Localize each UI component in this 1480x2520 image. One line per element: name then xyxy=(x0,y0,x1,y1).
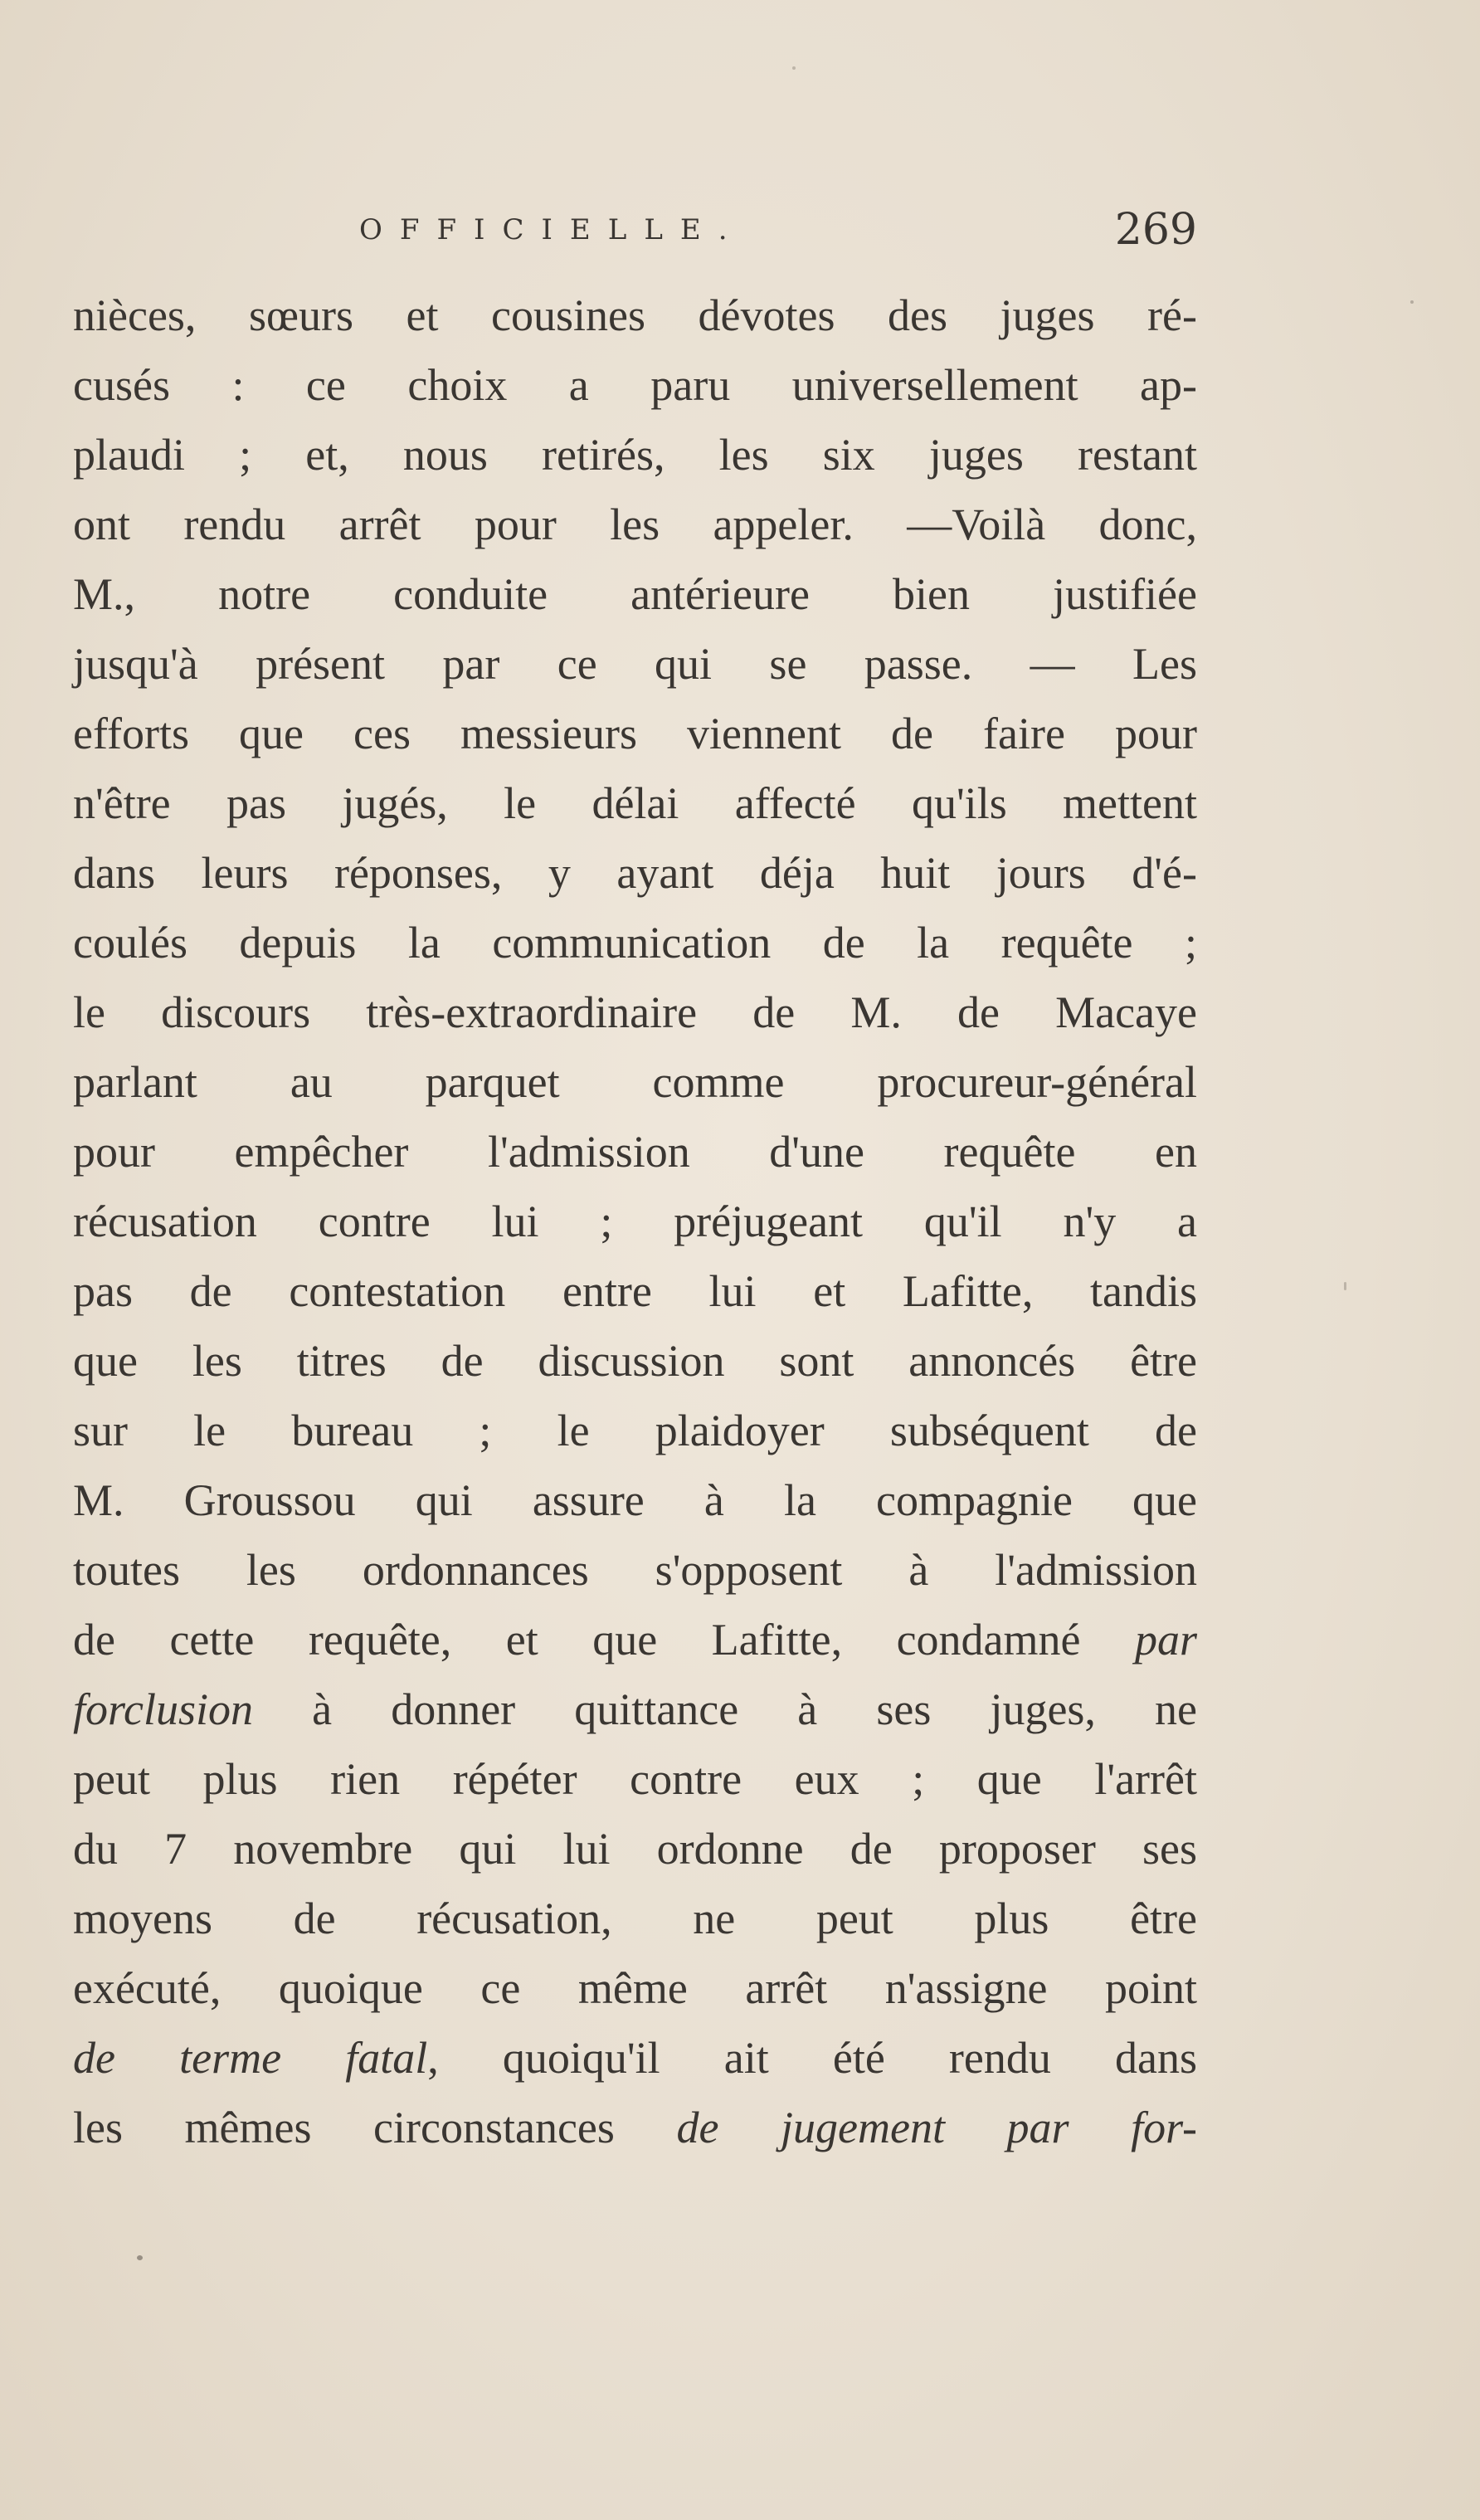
text-line: M. Groussou qui assure à la compagnie que xyxy=(73,1475,1197,1525)
text-line: le discours très-extraordinaire de M. de Macaye xyxy=(73,987,1197,1037)
text-line: de terme fatal, quoiqu'il ait été rendu dans xyxy=(73,2033,1197,2083)
text-line: dans leurs réponses, y ayant déja huit jours d'é- xyxy=(73,848,1197,898)
text-line: plaudi ; et, nous retirés, les six juges restant xyxy=(73,430,1197,480)
page-header xyxy=(73,201,1197,259)
text-line: les mêmes circonstances de jugement par for- xyxy=(73,2103,1197,2152)
text-line: nièces, sœurs et cousines dévotes des juges ré- xyxy=(73,290,1197,340)
paper-spot xyxy=(1410,300,1414,304)
text-line: peut plus rien répéter contre eux ; que l'arrêt xyxy=(73,1754,1197,1804)
body-text xyxy=(73,280,1197,2162)
text-line: récusation contre lui ; préjugeant qu'il n'y a xyxy=(73,1197,1197,1246)
text-line: cusés : ce choix a paru universellement ap- xyxy=(73,360,1197,410)
text-line: parlant au parquet comme procureur-général xyxy=(73,1057,1197,1107)
text-line: efforts que ces messieurs viennent de faire pour xyxy=(73,709,1197,758)
text-line: M., notre conduite antérieure bien justifiée xyxy=(73,569,1197,619)
text-line: pour empêcher l'admission d'une requête en xyxy=(73,1127,1197,1177)
italic-text: par xyxy=(1134,1615,1197,1665)
italic-text: de terme fatal xyxy=(73,2033,428,2083)
text-line: de cette requête, et que Lafitte, condamné par xyxy=(73,1615,1197,1665)
text-line: coulés depuis la communication de la requête ; xyxy=(73,918,1197,968)
text-line: ont rendu arrêt pour les appeler. —Voilà donc, xyxy=(73,500,1197,549)
text-line: forclusion à donner quittance à ses juges, ne xyxy=(73,1684,1197,1734)
page-number: 269 xyxy=(1114,205,1197,255)
italic-text: de jugement par for- xyxy=(676,2103,1197,2152)
text-line: que les titres de discussion sont annoncés être xyxy=(73,1336,1197,1386)
text-line: exécuté, quoique ce même arrêt n'assigne point xyxy=(73,1963,1197,2013)
text-line: moyens de récusation, ne peut plus être xyxy=(73,1894,1197,1943)
paper-spot xyxy=(792,66,796,70)
text-line: pas de contestation entre lui et Lafitte, tandis xyxy=(73,1266,1197,1316)
paper-spot xyxy=(1344,1282,1346,1290)
text-line: n'être pas jugés, le délai affecté qu'ils mettent xyxy=(73,778,1197,828)
text-line: sur le bureau ; le plaidoyer subséquent de xyxy=(73,1406,1197,1455)
text-line: toutes les ordonnances s'opposent à l'admission xyxy=(73,1545,1197,1595)
text-line: du 7 novembre qui lui ordonne de proposer ses xyxy=(73,1824,1197,1874)
text-line: jusqu'à présent par ce qui se passe. — Les xyxy=(73,639,1197,689)
paper-spot xyxy=(137,2255,143,2260)
running-title: OFFICIELLE. xyxy=(359,213,745,246)
italic-text: forclusion xyxy=(73,1684,254,1734)
